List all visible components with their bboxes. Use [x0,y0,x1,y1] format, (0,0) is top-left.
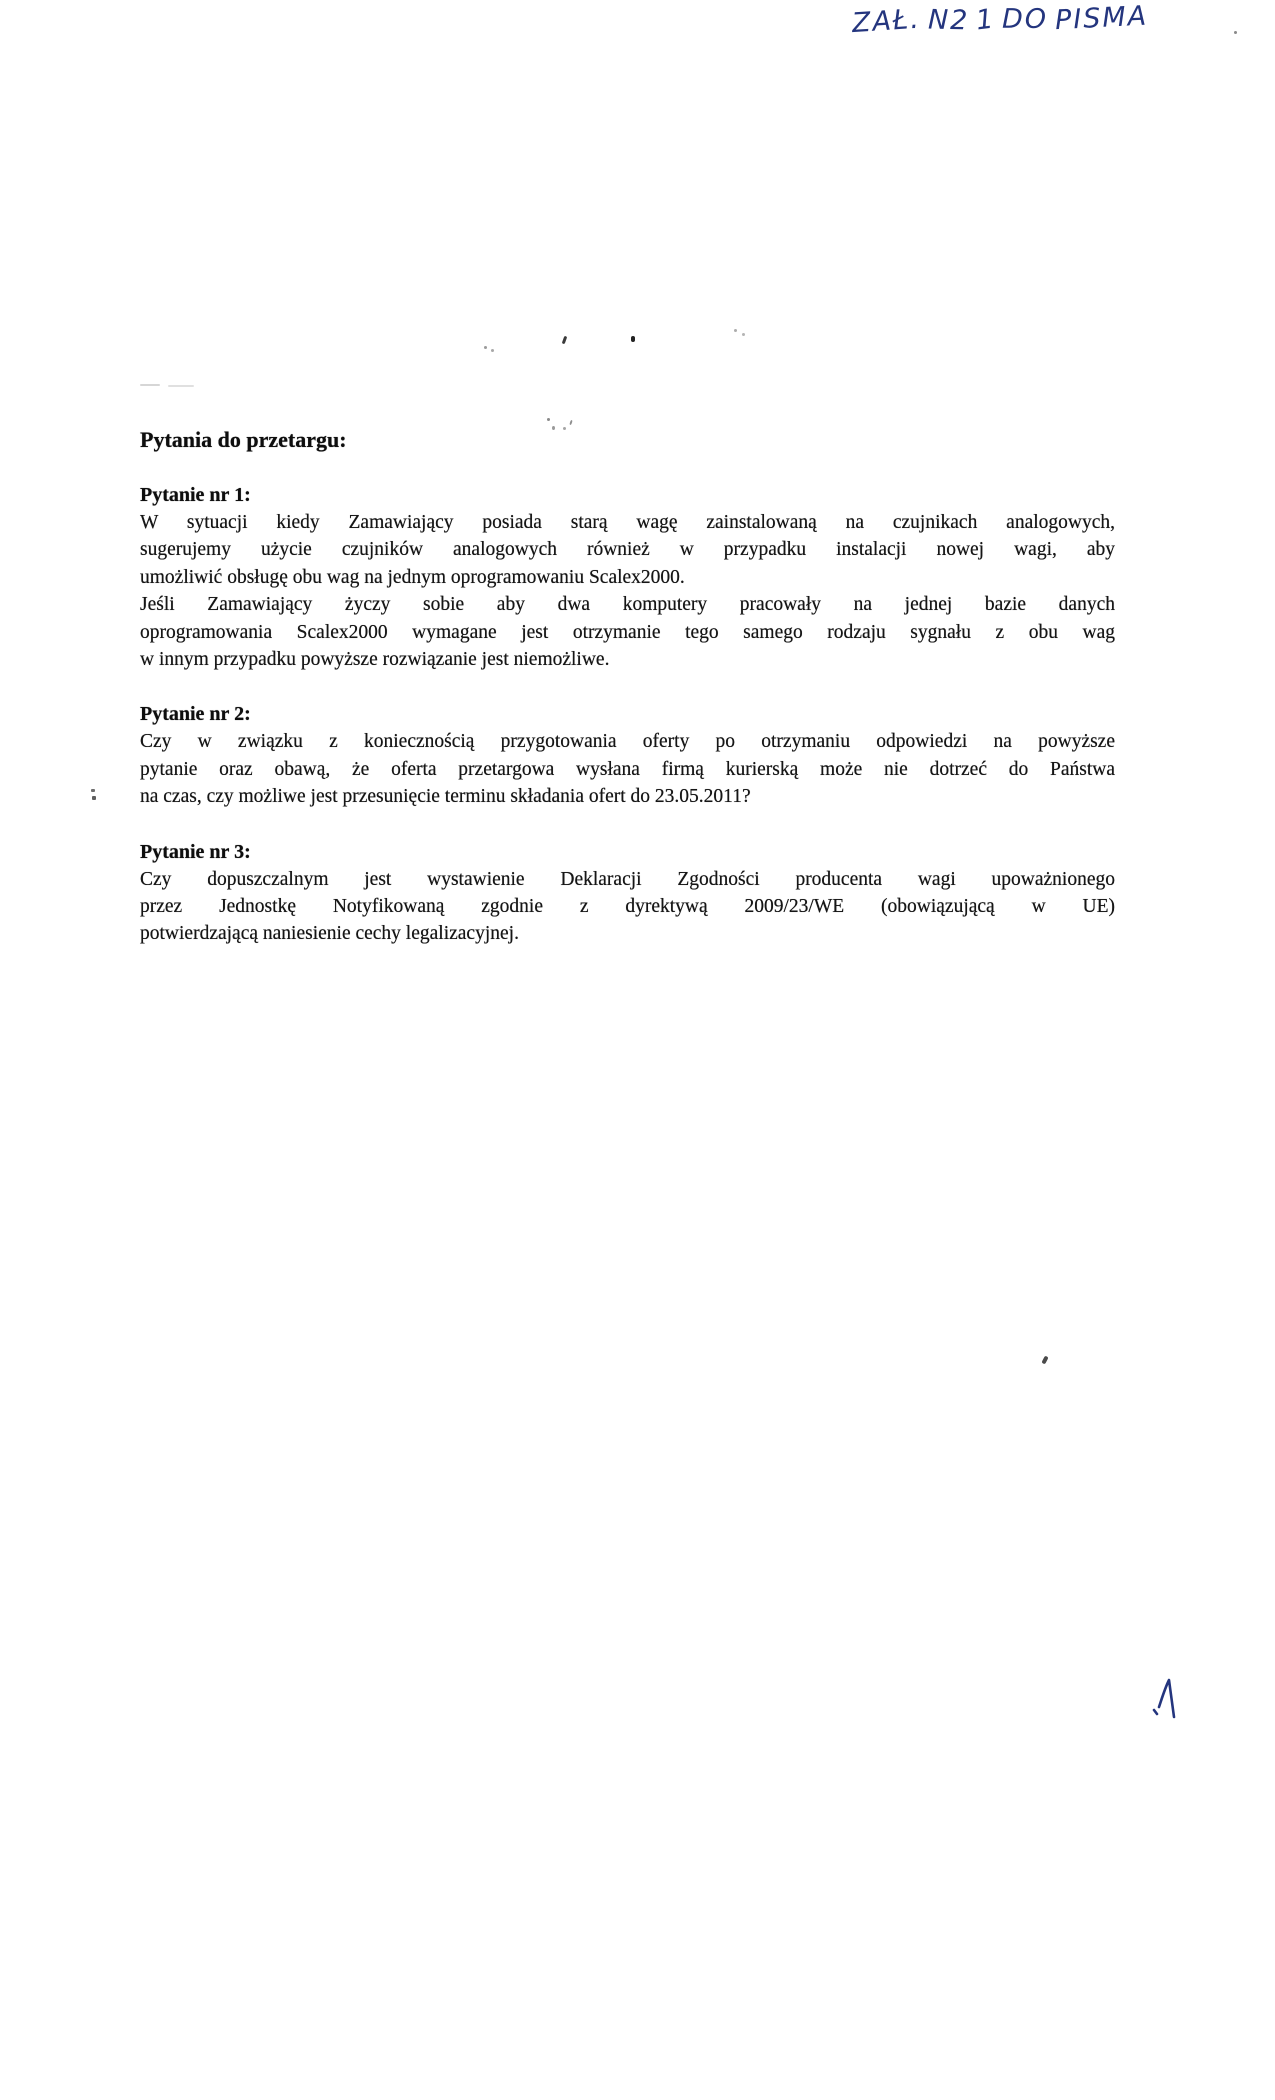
question-section [140,482,1115,673]
section-heading: Pytanie nr 3: [140,840,251,863]
handwritten-attachment-note [852,2,1182,38]
handwritten-word: DO [1002,3,1049,35]
scan-speck [552,426,555,430]
sections [140,482,1115,948]
scan-speck [569,420,572,425]
text-line: na czas, czy możliwe jest przesunięcie terminu składania ofert do 23.05.2011? [140,786,751,808]
text-line: Czy w związku z koniecznością przygotowania oferty po otrzymaniu odpowiedzi na powyższe [140,731,1115,753]
handwritten-one-glyph [1150,1676,1184,1722]
scan-speck [547,418,550,421]
scan-speck [562,336,568,345]
scan-speck [92,796,96,800]
text-line: przez Jednostkę Notyfikowaną zgodnie z dyrektywą 2009/23/WE (obowiązującą w UE) [140,896,1115,918]
text-line: potwierdzającą naniesienie cechy legalizacyjnej. [140,923,519,945]
scan-speck [491,349,494,352]
handwritten-word: N2 [927,4,970,37]
handwritten-word: 1 [974,3,998,37]
text-line: Czy dopuszczalnym jest wystawienie Deklaracji Zgodności producenta wagi upoważnionego [140,868,1115,890]
question-section [140,701,1115,810]
document-body [140,426,1115,976]
text-line: Jeśli Zamawiający życzy sobie aby dwa komputery pracowały na jednej bazie danych [140,594,1115,616]
section-heading: Pytanie nr 1: [140,484,251,506]
section-heading: Pytanie nr 2: [140,703,251,726]
text-line: sugerujemy użycie czujników analogowych również w przypadku instalacji nowej wagi, aby [140,539,1115,561]
text-line: W sytuacji kiedy Zamawiający posiada starą wagę zainstalowaną na czujnikach analogowych, [140,512,1115,533]
scan-speck [1234,31,1237,34]
scan-speck [484,346,487,349]
handwritten-page-number [1150,1676,1184,1722]
scan-speck [734,329,737,332]
text-line: pytanie oraz obawą, że oferta przetargowa wysłana firmą kurierską może nie dotrzeć do Państwa [140,758,1115,780]
scan-speck [563,427,566,430]
handwritten-word: PISMA [1054,0,1150,37]
text-line: umożliwić obsługę obu wag na jednym oprogramowaniu Scalex2000. [140,566,685,588]
scan-speck [168,385,194,387]
scan-speck [91,789,95,792]
scan-speck [631,336,635,342]
text-line: oprogramowania Scalex2000 wymagane jest otrzymanie tego samego rodzaju sygnału z obu wag [140,621,1115,643]
page-title: Pytania do przetargu: [140,427,347,452]
scan-speck [742,333,745,336]
scan-speck [140,384,160,386]
text-line: w innym przypadku powyższe rozwiązanie jest niemożliwe. [140,649,610,671]
scan-speck [1041,1356,1048,1365]
question-section [140,839,1115,948]
handwritten-word: ZAŁ. [851,3,922,40]
